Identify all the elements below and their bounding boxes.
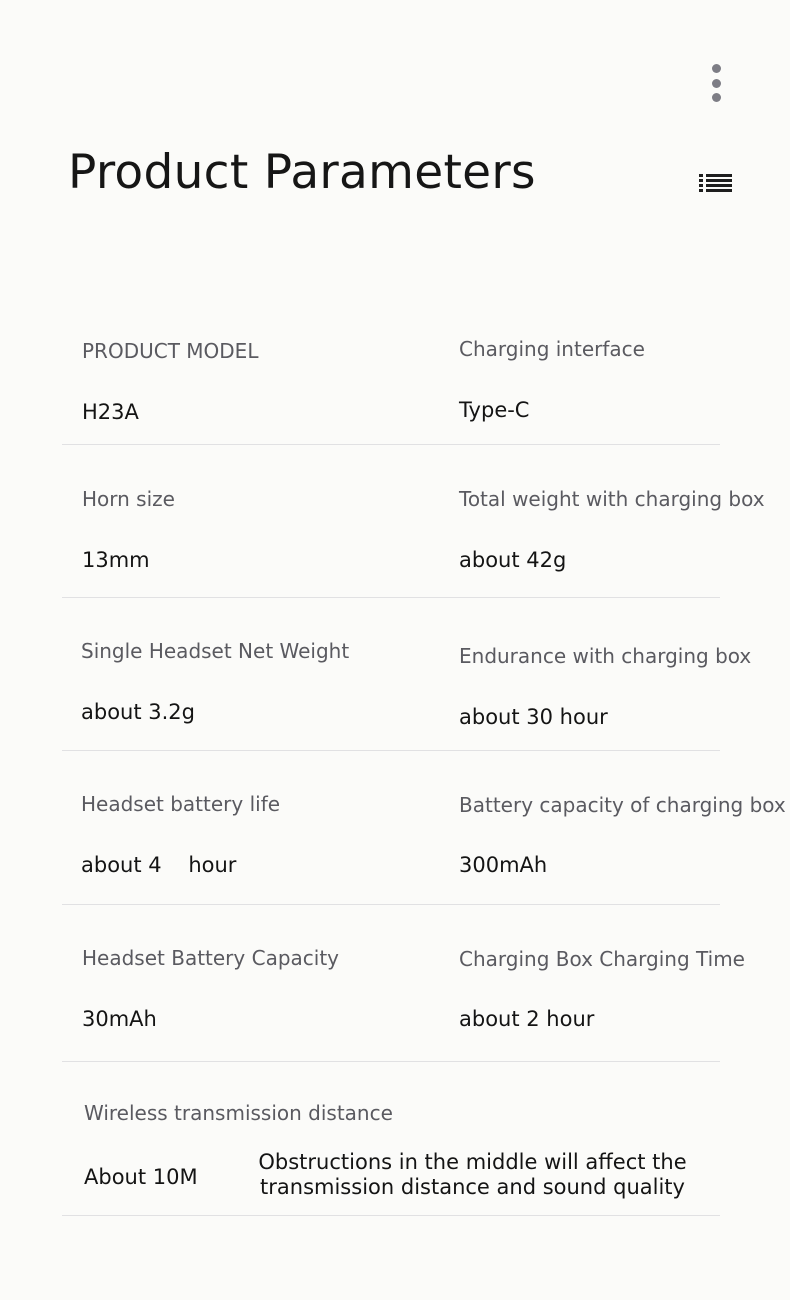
param-value: 13mm	[82, 548, 150, 572]
param-value: 300mAh	[459, 853, 548, 877]
distance-note	[250, 1150, 695, 1200]
param-label: Horn size	[82, 487, 175, 511]
more-options-menu-icon[interactable]	[700, 58, 732, 108]
param-value: about 4 hour	[81, 853, 237, 877]
param-wireless-distance	[84, 1101, 393, 1189]
param-value: H23A	[82, 400, 139, 424]
row-divider	[62, 444, 720, 445]
param-label: Headset Battery Capacity	[82, 946, 340, 970]
list-icon[interactable]	[696, 168, 734, 200]
param-headset-battery-capacity	[82, 946, 340, 1031]
param-product-model	[82, 339, 259, 424]
param-label: Total weight with charging box	[459, 487, 765, 511]
param-label: Battery capacity of charging box	[459, 793, 786, 817]
param-label: Single Headset Net Weight	[81, 639, 350, 663]
param-label: Charging interface	[459, 337, 645, 361]
param-value: about 42g	[459, 548, 567, 572]
param-endurance	[459, 644, 752, 729]
menu-dot	[712, 79, 721, 88]
param-value: about 3.2g	[81, 700, 195, 724]
menu-dot	[712, 93, 721, 102]
param-value: about 30 hour	[459, 705, 608, 729]
note-line: transmission distance and sound quality	[260, 1175, 685, 1199]
param-horn-size	[82, 487, 175, 572]
param-headset-battery-life	[81, 792, 281, 877]
row-divider	[62, 750, 720, 751]
param-label: Headset battery life	[81, 792, 281, 816]
param-value: About 10M	[84, 1165, 198, 1189]
note-line: Obstructions in the middle will affect the	[258, 1150, 687, 1174]
param-value: Type-C	[459, 398, 530, 422]
param-value: about 2 hour	[459, 1007, 595, 1031]
param-label: Endurance with charging box	[459, 644, 752, 668]
param-box-battery-capacity	[459, 793, 786, 877]
menu-dot	[712, 64, 721, 73]
param-value: 30mAh	[82, 1007, 157, 1031]
param-box-charging-time	[459, 947, 745, 1031]
page-title: Product Parameters	[68, 145, 536, 200]
param-total-weight	[459, 487, 765, 572]
param-label: PRODUCT MODEL	[82, 339, 259, 363]
param-charging-interface	[459, 337, 645, 422]
param-label: Charging Box Charging Time	[459, 947, 745, 971]
row-divider	[62, 597, 720, 598]
row-divider	[62, 904, 720, 905]
param-headset-net-weight	[81, 639, 350, 724]
row-divider	[62, 1215, 720, 1216]
param-label: Wireless transmission distance	[84, 1101, 393, 1125]
row-divider	[62, 1061, 720, 1062]
